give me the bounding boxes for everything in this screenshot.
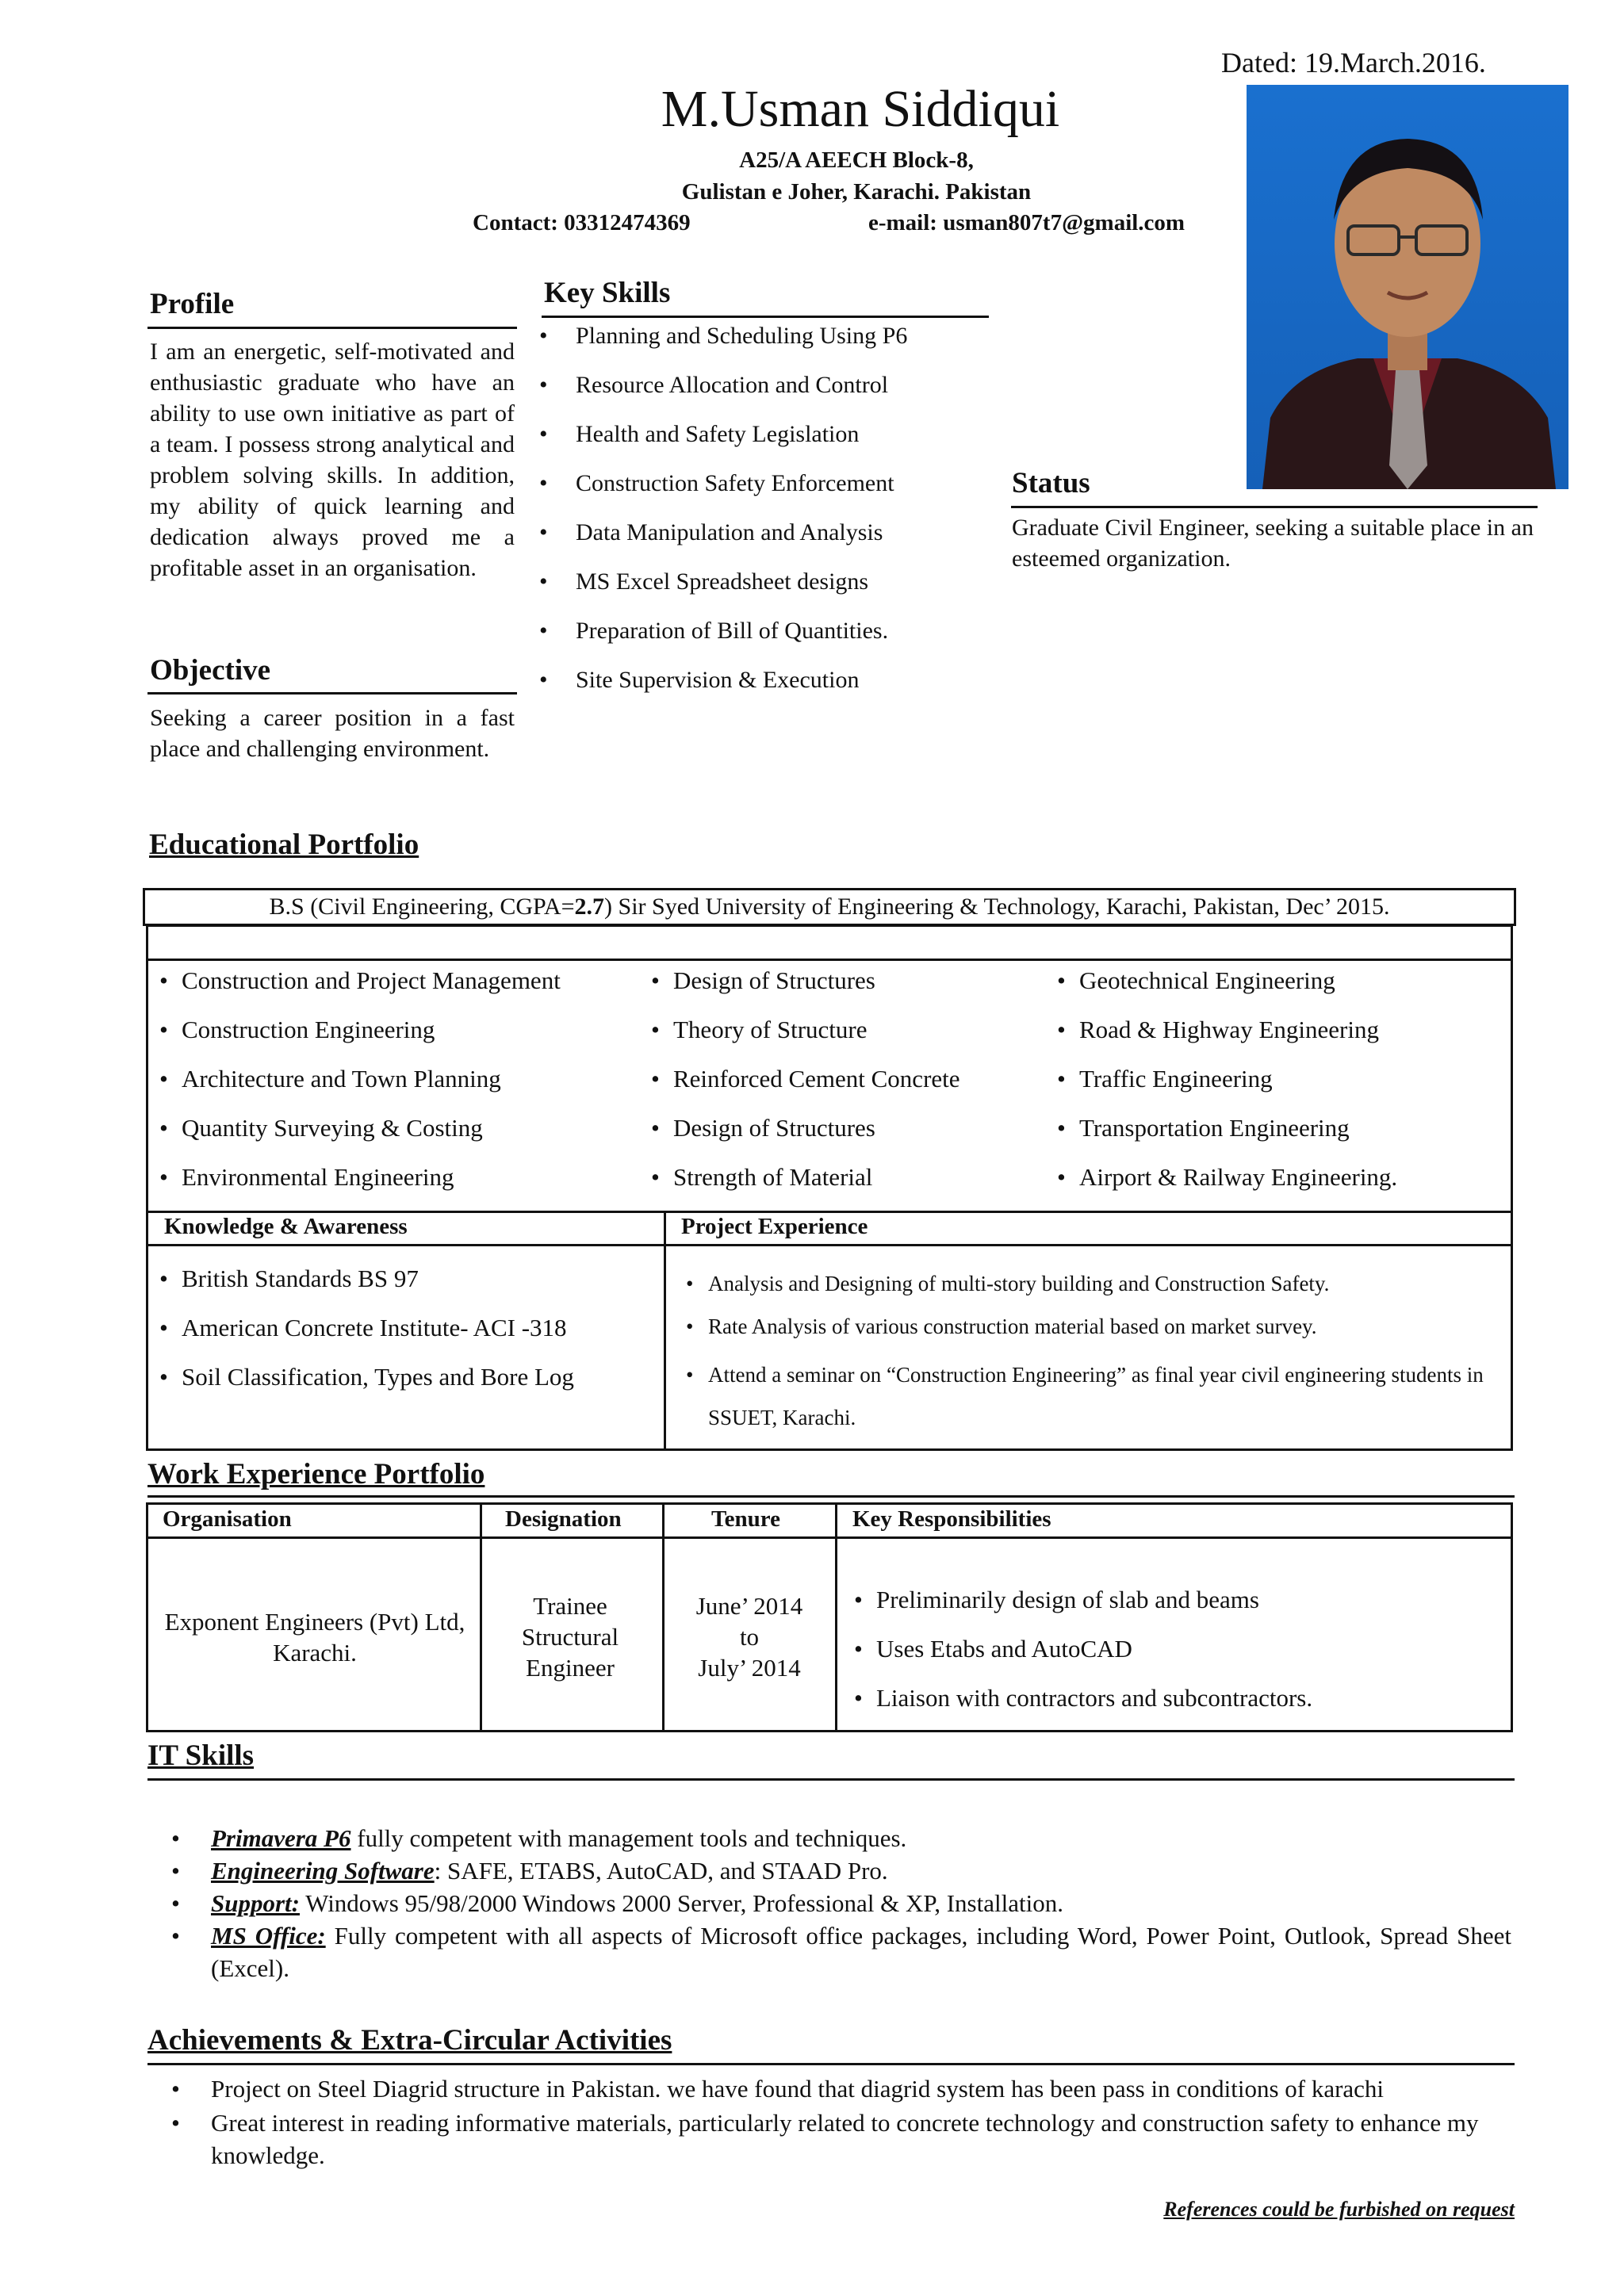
status-rule <box>1011 506 1538 508</box>
work-designation: Trainee Structural Engineer <box>521 1592 619 1682</box>
responsibility-item: • Preliminarily design of slab and beams <box>851 1584 1501 1633</box>
work-heading: Work Experience Portfolio <box>147 1458 485 1490</box>
it-skill-item <box>167 1919 1511 1984</box>
col-designation: Designation <box>505 1506 622 1532</box>
profile-photo <box>1247 85 1568 489</box>
it-skill-text: Windows 95/98/2000 Windows 2000 Server, Professional & XP, Installation. <box>299 1889 1063 1917</box>
course-item: • Architecture and Town Planning <box>156 1063 648 1112</box>
objective-heading: Objective <box>150 654 271 687</box>
grid-line <box>148 959 1511 961</box>
it-skill-item <box>167 1887 1511 1919</box>
course-item: • Theory of Structure <box>648 1014 1044 1063</box>
status-heading: Status <box>1012 467 1090 499</box>
contact-phone: Contact: 03312474369 <box>473 210 691 235</box>
profile-heading: Profile <box>150 288 235 320</box>
skill-item: • Construction Safety Enforcement <box>539 468 999 517</box>
achievement-item: • Great interest in reading informative materials, particularly related to concrete technology and construction safety to enhance my knowledge. <box>167 2107 1511 2172</box>
skill-item: • Resource Allocation and Control <box>539 369 999 419</box>
status-text: Graduate Civil Engineer, seeking a suitable place in an esteemed organization. <box>1012 515 1534 572</box>
course-item: • Traffic Engineering <box>1054 1063 1498 1112</box>
it-skill-title: Engineering Software <box>211 1857 435 1885</box>
skill-item: • Preparation of Bill of Quantities. <box>539 615 999 664</box>
skill-item: • Health and Safety Legislation <box>539 419 999 468</box>
tenure-to: to <box>739 1623 760 1651</box>
course-item: • Reinforced Cement Concrete <box>648 1063 1044 1112</box>
it-skill-item <box>167 1854 1511 1887</box>
degree-suffix: ) Sir Syed University of Engineering & Technology, Karachi, Pakistan, Dec’ 2015. <box>604 894 1390 920</box>
references-note: References could be furbished on request <box>1163 2198 1515 2221</box>
it-skills-rule <box>147 1778 1515 1781</box>
degree-cgpa: 2.7 <box>574 894 605 920</box>
course-item: • Road & Highway Engineering <box>1054 1014 1498 1063</box>
achievement-item: • Project on Steel Diagrid structure in Pakistan. we have found that diagrid system has been pass in conditions of karachi <box>167 2072 1511 2105</box>
project-item: • Rate Analysis of various construction material based on market survey. <box>683 1311 1500 1353</box>
knowledge-item: • American Concrete Institute- ACI -318 <box>156 1312 656 1361</box>
courses-column-3 <box>1054 965 1498 1211</box>
grid-line <box>148 1211 1511 1213</box>
project-item: • Analysis and Designing of multi-story building and Construction Safety. <box>683 1268 1500 1311</box>
address-line-1: A25/A AEECH Block-8, <box>739 147 974 173</box>
tenure-end: July’ 2014 <box>698 1654 801 1682</box>
col-organisation: Organisation <box>163 1506 292 1532</box>
key-skills-list <box>539 320 999 714</box>
work-tenure <box>672 1590 827 1683</box>
it-skills-heading: IT Skills <box>147 1739 255 1772</box>
grid-line <box>148 1244 1511 1246</box>
course-item: • Design of Structures <box>648 1112 1044 1161</box>
col-responsibilities: Key Responsibilities <box>852 1506 1051 1532</box>
project-heading: Project Experience <box>681 1214 868 1239</box>
responsibility-item: • Liaison with contractors and subcontractors. <box>851 1682 1501 1732</box>
date-line: Dated: 19.March.2016. <box>1221 47 1486 78</box>
col-tenure: Tenure <box>711 1506 781 1532</box>
grid-line <box>664 1211 666 1448</box>
course-item: • Construction Engineering <box>156 1014 648 1063</box>
it-skill-title: MS Office: <box>211 1922 326 1950</box>
skill-item: • MS Excel Spreadsheet designs <box>539 566 999 615</box>
skill-item: • Data Manipulation and Analysis <box>539 517 999 566</box>
skill-item: • Site Supervision & Execution <box>539 664 999 714</box>
it-skill-title: Support: <box>211 1889 300 1917</box>
knowledge-list <box>156 1263 656 1410</box>
knowledge-heading: Knowledge & Awareness <box>164 1214 408 1239</box>
work-organisation: Exponent Engineers (Pvt) Ltd, Karachi. <box>164 1608 465 1667</box>
courses-column-1 <box>156 965 648 1211</box>
education-grid <box>146 924 1513 1451</box>
work-table <box>146 1502 1513 1732</box>
objective-rule <box>147 692 517 695</box>
it-skill-text: Fully competent with all aspects of Microsoft office packages, including Word, Power Point, Outlook, Spread Sheet (Excel). <box>211 1922 1512 1982</box>
course-item: • Design of Structures <box>648 965 1044 1014</box>
key-skills-rule <box>542 316 989 318</box>
skill-item: • Planning and Scheduling Using P6 <box>539 320 999 369</box>
course-item: • Airport & Railway Engineering. <box>1054 1161 1498 1211</box>
education-heading: Educational Portfolio <box>149 828 419 861</box>
grid-line <box>662 1505 665 1730</box>
knowledge-item: • British Standards BS 97 <box>156 1263 656 1312</box>
it-skills-list <box>167 1822 1511 1984</box>
candidate-name: M.Usman Siddiqui <box>661 80 1060 138</box>
profile-rule <box>147 327 517 329</box>
course-item: • Construction and Project Management <box>156 965 648 1014</box>
responsibility-item: • Uses Etabs and AutoCAD <box>851 1633 1501 1682</box>
it-skill-text: : SAFE, ETABS, AutoCAD, and STAAD Pro. <box>434 1857 888 1885</box>
objective-text: Seeking a career position in a fast place and challenging environment. <box>150 705 515 762</box>
contact-email: e-mail: usman807t7@gmail.com <box>868 210 1185 235</box>
achievements-list <box>167 2072 1511 2173</box>
tenure-start: June’ 2014 <box>695 1592 803 1620</box>
it-skill-title: Primavera P6 <box>211 1824 351 1852</box>
course-item: • Transportation Engineering <box>1054 1112 1498 1161</box>
it-skill-item <box>167 1822 1511 1854</box>
courses-column-2 <box>648 965 1044 1211</box>
course-item: • Strength of Material <box>648 1161 1044 1211</box>
it-skill-text: fully competent with management tools and techniques. <box>350 1824 907 1852</box>
grid-line <box>835 1505 837 1730</box>
grid-line <box>148 1536 1511 1539</box>
project-list <box>683 1268 1500 1439</box>
knowledge-item: • Soil Classification, Types and Bore Log <box>156 1361 656 1410</box>
achievements-rule <box>147 2063 1515 2065</box>
key-skills-heading: Key Skills <box>544 277 671 309</box>
portrait-illustration <box>1247 85 1568 489</box>
profile-text: I am an energetic, self-motivated and enthusiastic graduate who have an ability to use own initiative as part of a team. I possess strong analytical and problem solving skills. In addition, my ability of quick learning and dedication always proved me a profitable asset in an organisation. <box>150 339 515 581</box>
address-line-2: Gulistan e Joher, Karachi. Pakistan <box>681 179 1032 205</box>
work-rule <box>147 1495 1515 1498</box>
project-item: • Attend a seminar on “Construction Engineering” as final year civil engineering students in SSUET, Karachi. <box>683 1353 1500 1439</box>
course-item: • Geotechnical Engineering <box>1054 965 1498 1014</box>
degree-line <box>143 888 1516 926</box>
course-item: • Quantity Surveying & Costing <box>156 1112 648 1161</box>
responsibilities-list <box>851 1584 1501 1732</box>
achievements-heading: Achievements & Extra-Circular Activities <box>147 2024 672 2057</box>
course-item: • Environmental Engineering <box>156 1161 648 1211</box>
degree-prefix: B.S (Civil Engineering, CGPA= <box>269 894 575 920</box>
grid-line <box>480 1505 482 1730</box>
